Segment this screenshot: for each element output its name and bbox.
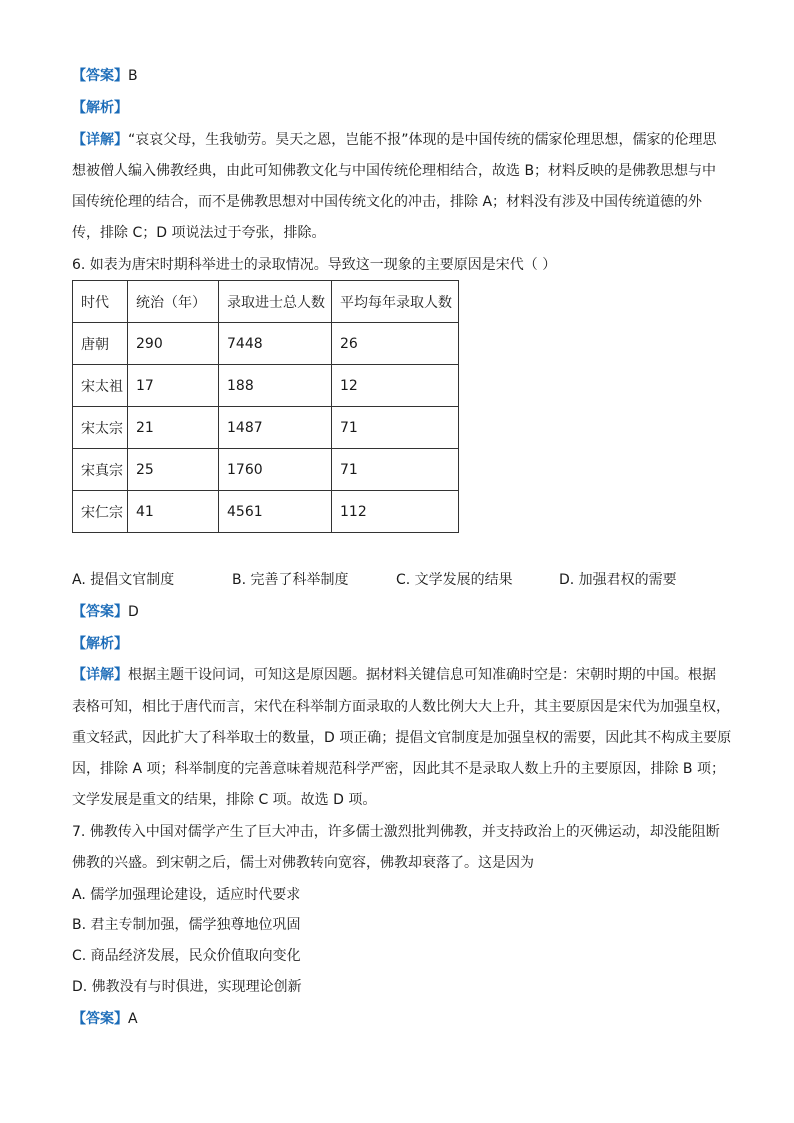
- table-header-cell: 录取进士总人数: [219, 281, 332, 323]
- table-cell: 唐朝: [73, 323, 128, 365]
- q6-answer: [72, 602, 139, 622]
- q7-answer: [72, 1009, 138, 1029]
- table-row: [73, 365, 459, 407]
- table-cell: 17: [128, 365, 219, 407]
- table-cell: 宋太宗: [73, 407, 128, 449]
- q6-data-table: [72, 280, 459, 533]
- q6-option-d: D. 加强君权的需要: [559, 572, 677, 588]
- q6-detail-line-3: 重文轻武，因此扩大了科举取士的数量，D 项正确；提倡文官制度是加强皇权的需要，因此其不构成主要原: [72, 730, 732, 746]
- table-cell: 宋仁宗: [73, 491, 128, 533]
- answer-value: A: [128, 1011, 138, 1027]
- detail-tag: 【详解】: [72, 667, 128, 683]
- table-header-row: [73, 281, 459, 323]
- table-cell: 宋太祖: [73, 365, 128, 407]
- table-cell: 1487: [219, 407, 332, 449]
- q5-detail-line-1: [72, 130, 717, 150]
- q7-option-b: B. 君主专制加强，儒学独尊地位巩固: [72, 917, 301, 933]
- table-cell: 7448: [219, 323, 332, 365]
- table-row: [73, 491, 459, 533]
- table-cell: 41: [128, 491, 219, 533]
- table-cell: 26: [332, 323, 459, 365]
- table-header-cell: 统治（年）: [128, 281, 219, 323]
- q7-option-d: D. 佛教没有与时俱进，实现理论创新: [72, 979, 302, 995]
- table-row: [73, 449, 459, 491]
- table-cell: 1760: [219, 449, 332, 491]
- table-cell: 290: [128, 323, 219, 365]
- q6-detail-line-4: 因，排除 A 项；科举制度的完善意味着规范科学严密，因此其不是录取人数上升的主要原因，排除 B 项；: [72, 761, 725, 777]
- table-header-cell: 平均每年录取人数: [332, 281, 459, 323]
- q7-option-a: A. 儒学加强理论建设，适应时代要求: [72, 887, 301, 903]
- answer-value: D: [128, 604, 139, 620]
- table-cell: 宋真宗: [73, 449, 128, 491]
- q6-option-a: A. 提倡文官制度: [72, 572, 175, 588]
- table-cell: 71: [332, 407, 459, 449]
- table-row: [73, 407, 459, 449]
- q7-option-c: C. 商品经济发展，民众价值取向变化: [72, 948, 301, 964]
- q5-detail-line-3: 国传统伦理的结合，而不是佛教思想对中国传统文化的冲击，排除 A；材料没有涉及中国传统道德的外: [72, 194, 703, 210]
- table-header-cell: 时代: [73, 281, 128, 323]
- q6-detail-line-5: 文学发展是重文的结果，排除 C 项。故选 D 项。: [72, 792, 377, 808]
- q6-option-b: B. 完善了科举制度: [232, 572, 349, 588]
- q5-detail-line-4: 传，排除 C；D 项说法过于夸张，排除。: [72, 225, 326, 241]
- detail-text: 根据主题干设问词，可知这是原因题。据材料关键信息可知准确时空是：宋朝时期的中国。根据: [128, 667, 716, 683]
- detail-text: “哀哀父母，生我劬劳。昊天之恩，岂能不报”体现的是中国传统的儒家伦理思想，儒家的伦理思: [128, 132, 717, 148]
- q7-stem-line-1: 7. 佛教传入中国对儒学产生了巨大冲击，许多儒士激烈批判佛教，并支持政治上的灭佛运动，却没能阻断: [72, 824, 720, 840]
- answer-tag: 【答案】: [72, 604, 128, 620]
- table-cell: 4561: [219, 491, 332, 533]
- table-cell: 188: [219, 365, 332, 407]
- q6-detail-line-2: 表格可知，相比于唐代而言，宋代在科举制方面录取的人数比例大大上升，其主要原因是宋代为加强皇权，: [72, 699, 730, 715]
- q5-analysis-tag: 【解析】: [72, 100, 128, 116]
- q6-analysis-tag: 【解析】: [72, 636, 128, 652]
- q6-detail-line-1: [72, 665, 716, 685]
- answer-tag: 【答案】: [72, 68, 128, 84]
- q5-detail-line-2: 想被僧人编入佛教经典，由此可知佛教文化与中国传统伦理相结合，故选 B；材料反映的是佛教思想与中: [72, 163, 717, 179]
- table-cell: 112: [332, 491, 459, 533]
- q6-option-c: C. 文学发展的结果: [396, 572, 513, 588]
- table-cell: 12: [332, 365, 459, 407]
- q5-answer: [72, 66, 138, 86]
- table-cell: 21: [128, 407, 219, 449]
- detail-tag: 【详解】: [72, 132, 128, 148]
- table-cell: 25: [128, 449, 219, 491]
- q6-stem: 6. 如表为唐宋时期科举进士的录取情况。导致这一现象的主要原因是宋代（ ）: [72, 257, 557, 273]
- q7-stem-line-2: 佛教的兴盛。到宋朝之后，儒士对佛教转向宽容，佛教却衰落了。这是因为: [72, 855, 534, 871]
- table-cell: 71: [332, 449, 459, 491]
- answer-value: B: [128, 68, 138, 84]
- answer-tag: 【答案】: [72, 1011, 128, 1027]
- table-row: [73, 323, 459, 365]
